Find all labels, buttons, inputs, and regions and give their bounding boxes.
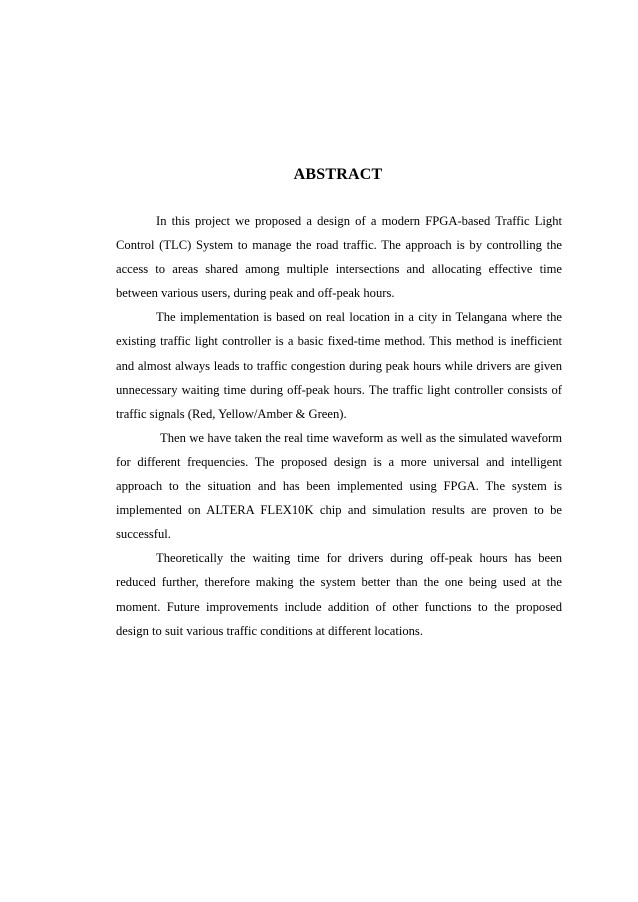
page-title: ABSTRACT	[293, 166, 383, 183]
paragraph-1: In this project we proposed a design of a modern FPGA-based Traffic Light Control (TLC) System to manage the road traffic. The approach is by controlling the access to areas shared among multiple intersections and allocating effective time between various users, during peak and off-peak hours.	[116, 214, 562, 301]
abstract-body	[116, 209, 562, 643]
paragraph-4: Theoretically the waiting time for drivers during off-peak hours has been reduced further, therefore making the system better than the one being used at the moment. Future improvements include addition of other functions to the proposed design to suit various traffic conditions at different locations.	[116, 551, 562, 638]
paragraph-2: The implementation is based on real location in a city in Telangana where the existing traffic light controller is a basic fixed-time method. This method is inefficient and almost always leads to traffic congestion during peak hours while drivers are given unnecessary waiting time during off-peak hours. The traffic light controller consists of traffic signals (Red, Yellow/Amber & Green).	[116, 310, 562, 421]
paragraph-3: Then we have taken the real time waveform as well as the simulated waveform for different frequencies. The proposed design is a more universal and intelligent approach to the situation and has been implemented using FPGA. The system is implemented on ALTERA FLEX10K chip and simulation results are proven to be successful.	[116, 430, 562, 542]
